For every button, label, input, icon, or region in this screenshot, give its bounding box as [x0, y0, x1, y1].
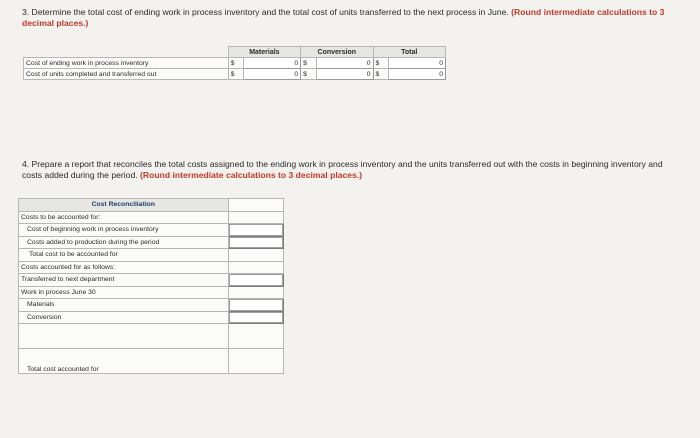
conversion-input[interactable]: 0: [316, 58, 373, 69]
table-row: [19, 224, 284, 237]
blank-cell: [228, 261, 283, 274]
blank-cell: [228, 211, 283, 224]
currency-symbol: $: [228, 58, 244, 69]
table-row: [24, 58, 446, 69]
header-blank: [24, 47, 229, 58]
blank-cell: [228, 349, 283, 374]
row-label: [19, 324, 229, 349]
currency-symbol: $: [228, 69, 244, 80]
table-row: [19, 324, 284, 349]
row-label: Cost of ending work in process inventory: [24, 58, 229, 69]
blank-cell: [228, 199, 283, 212]
currency-symbol: $: [301, 58, 317, 69]
transferred-input[interactable]: [228, 274, 283, 287]
header-total: Total: [373, 47, 446, 58]
row-label: Costs accounted for as follows:: [19, 261, 229, 274]
costs-added-input[interactable]: [228, 236, 283, 249]
currency-symbol: $: [373, 58, 389, 69]
question-3: [22, 7, 672, 29]
table-row: [24, 69, 446, 80]
conversion-input[interactable]: 0: [316, 69, 373, 80]
row-label: Cost of units completed and transferred out: [24, 69, 229, 80]
table-row: [19, 286, 284, 299]
beginning-wip-input[interactable]: [228, 224, 283, 237]
blank-cell: [228, 324, 283, 349]
table-row: [19, 311, 284, 324]
table-row: [19, 236, 284, 249]
question-3-note: (Round intermediate calculations to 3 decimal places.): [22, 7, 665, 28]
row-label: Conversion: [19, 311, 229, 324]
table-row: [19, 261, 284, 274]
materials-input[interactable]: 0: [244, 69, 301, 80]
row-label: Total cost to be accounted for: [19, 249, 229, 262]
blank-cell: [228, 249, 283, 262]
ending-wip-table: [23, 46, 446, 80]
currency-symbol: $: [301, 69, 317, 80]
materials-input[interactable]: 0: [244, 58, 301, 69]
row-label: Cost of beginning work in process inventory: [19, 224, 229, 237]
header-materials: Materials: [228, 47, 300, 58]
cost-reconciliation-table: [18, 198, 284, 374]
row-label: Costs added to production during the period: [19, 236, 229, 249]
total-input[interactable]: 0: [389, 58, 446, 69]
row-label: Transferred to next department: [19, 274, 229, 287]
wip-materials-input[interactable]: [228, 299, 283, 312]
table-row: [19, 299, 284, 312]
table-row: [19, 274, 284, 287]
question-4-text: 4. Prepare a report that reconciles the total costs assigned to the ending work in process inventory and the units transferred out with the costs in beginning inventory and costs added during the period.: [22, 159, 663, 180]
total-input[interactable]: 0: [389, 69, 446, 80]
row-label: Total cost accounted for: [19, 349, 229, 374]
table-row: [19, 349, 284, 374]
question-3-text: 3. Determine the total cost of ending work in process inventory and the total cost of units transferred to the next process in June.: [22, 7, 509, 17]
question-4: [22, 159, 672, 181]
currency-symbol: $: [373, 69, 389, 80]
blank-cell: [228, 286, 283, 299]
header-conversion: Conversion: [301, 47, 373, 58]
row-label: Costs to be accounted for:: [19, 211, 229, 224]
row-label: Materials: [19, 299, 229, 312]
question-4-note: (Round intermediate calculations to 3 decimal places.): [140, 170, 363, 180]
reconciliation-title: Cost Reconciliation: [19, 199, 229, 212]
table-row: [19, 211, 284, 224]
row-label: Work in process June 30: [19, 286, 229, 299]
table-row: [19, 249, 284, 262]
wip-conversion-input[interactable]: [228, 311, 283, 324]
